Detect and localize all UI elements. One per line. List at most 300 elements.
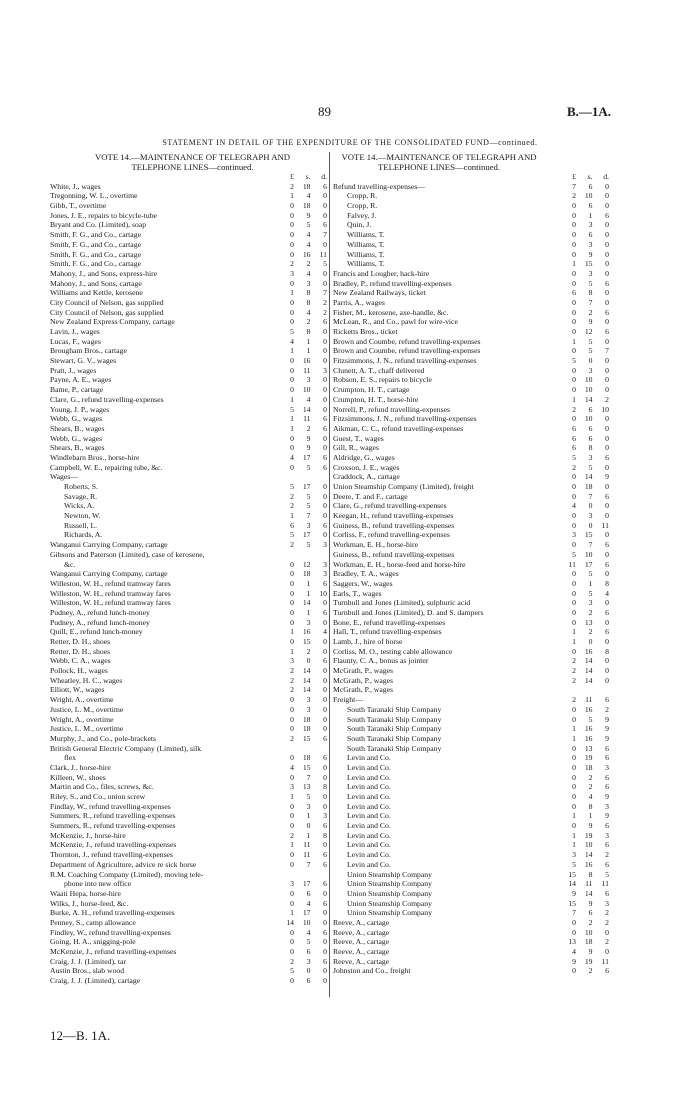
amount-cell: 0 bbox=[323, 714, 327, 724]
amount-cell: 0 bbox=[572, 385, 576, 395]
entry-amount bbox=[562, 782, 609, 792]
amount-cell: 11 bbox=[601, 956, 609, 966]
amount-cell: 5 bbox=[588, 714, 593, 724]
entry-description: Guiness, B., refund travelling-expenses bbox=[333, 549, 455, 559]
amount-cell: 6 bbox=[323, 181, 327, 191]
amount-cell: 0 bbox=[323, 327, 327, 336]
entry-amount bbox=[280, 308, 327, 318]
amount-cell: 1 bbox=[572, 259, 576, 269]
amount-cell: 1 bbox=[572, 830, 576, 840]
amount-cell: 6 bbox=[605, 743, 609, 753]
entry-amount bbox=[562, 279, 609, 289]
entry-description: Russell, L. bbox=[64, 520, 98, 530]
amount-cell: 0 bbox=[605, 549, 609, 559]
amount-cell: 3 bbox=[290, 268, 294, 278]
amount-cell: 6 bbox=[323, 462, 327, 472]
entry-amount bbox=[280, 666, 327, 676]
entry-amount bbox=[280, 618, 327, 628]
amount-cell: 3 bbox=[306, 617, 311, 627]
entry-amount bbox=[562, 666, 609, 676]
entry-amount bbox=[562, 337, 609, 347]
entry-amount bbox=[562, 705, 609, 715]
amount-cell: 0 bbox=[605, 239, 609, 249]
amount-cell: 4 bbox=[306, 239, 311, 249]
amount-cell: 0 bbox=[572, 375, 576, 385]
amount-cell bbox=[313, 870, 327, 880]
amount-cell: 0 bbox=[605, 365, 609, 375]
amount-cell: 0 bbox=[605, 249, 609, 259]
amount-cell: 8 bbox=[323, 830, 327, 840]
amount-cell: 0 bbox=[323, 666, 327, 676]
amount-cell: 9 bbox=[605, 724, 609, 734]
entry-description: Murphy, J., and Co., pole-brackets bbox=[50, 733, 157, 743]
entry-amount bbox=[280, 434, 327, 444]
entry-description: Pratt, J., wages bbox=[50, 365, 97, 375]
amount-cell: 0 bbox=[323, 772, 327, 782]
entry-amount bbox=[280, 346, 327, 356]
amount-cell: 0 bbox=[572, 327, 576, 336]
amount-cell: 6 bbox=[323, 859, 327, 869]
entry-description: Flaunty, C. A., bonus as jointer bbox=[333, 656, 429, 666]
entry-description: McKenzie, J., horse-hire bbox=[50, 830, 126, 840]
amount-cell: 0 bbox=[572, 569, 576, 579]
amount-cell: 0 bbox=[572, 414, 576, 424]
amount-cell: 6 bbox=[323, 317, 327, 327]
entry-amount bbox=[280, 840, 327, 850]
amount-cell: 0 bbox=[323, 966, 327, 976]
entry-description: McKenzie, J., refund travelling-expenses bbox=[50, 947, 177, 956]
amount-cell: 0 bbox=[605, 666, 609, 676]
entry-description: Penney, S., camp allowance bbox=[50, 917, 136, 927]
amount-cell: 5 bbox=[588, 346, 593, 356]
amount-cell: 2 bbox=[323, 297, 327, 307]
amount-cell: 7 bbox=[306, 772, 311, 782]
amount-cell: 0 bbox=[572, 917, 576, 927]
entry-description: Justice, L. M., overtime bbox=[50, 724, 124, 734]
amount-cell: 4 bbox=[306, 898, 311, 908]
amount-cell: 15 bbox=[568, 869, 576, 879]
amount-cell bbox=[280, 744, 294, 754]
amount-cell: 9 bbox=[306, 433, 311, 443]
amount-cell: 0 bbox=[572, 278, 576, 288]
amount-cell: 0 bbox=[323, 704, 327, 714]
amount-cell: 6 bbox=[605, 840, 609, 850]
amount-cell: 17 bbox=[302, 879, 311, 889]
entry-description: Williams, T. bbox=[347, 259, 385, 269]
amount-cell: 4 bbox=[306, 191, 311, 201]
entry-amount bbox=[280, 724, 327, 734]
entry-amount bbox=[562, 569, 609, 579]
amount-cell: 2 bbox=[572, 675, 576, 685]
amount-cell: 10 bbox=[601, 404, 609, 414]
amount-cell: 10 bbox=[584, 414, 593, 424]
amount-cell: 1 bbox=[572, 336, 576, 346]
amount-cell: 6 bbox=[323, 607, 327, 617]
amount-cell: 7 bbox=[306, 511, 311, 521]
amount-cell: 0 bbox=[290, 772, 294, 782]
amount-cell: 6 bbox=[605, 559, 609, 569]
amount-cell: 13 bbox=[584, 617, 593, 627]
entry-description: British General Electric Company (Limited), silk bbox=[50, 743, 202, 753]
amount-cell: 0 bbox=[572, 588, 576, 598]
amount-cell: 0 bbox=[605, 569, 609, 579]
amount-cell bbox=[562, 685, 576, 695]
amount-cell: 0 bbox=[323, 191, 327, 201]
amount-cell: 0 bbox=[323, 646, 327, 656]
entry-amount bbox=[280, 589, 327, 599]
amount-cell: 1 bbox=[306, 830, 311, 840]
amount-cell: 0 bbox=[572, 346, 576, 356]
amount-cell: 0 bbox=[323, 617, 327, 627]
entry-amount bbox=[280, 918, 327, 928]
entry-description: South Taranaki Ship Company bbox=[347, 724, 442, 734]
entry-amount bbox=[280, 492, 327, 502]
entry-amount bbox=[280, 850, 327, 860]
amount-cell: 0 bbox=[290, 637, 294, 646]
amount-cell: 15 bbox=[302, 762, 311, 772]
entry-amount bbox=[280, 240, 327, 250]
amount-cell: 0 bbox=[323, 947, 327, 956]
entry-amount bbox=[562, 220, 609, 230]
amount-cell: 6 bbox=[323, 850, 327, 860]
entry-amount bbox=[280, 705, 327, 715]
amount-cell: 3 bbox=[290, 782, 294, 792]
amount-cell: 0 bbox=[572, 821, 576, 831]
entry-amount bbox=[280, 191, 327, 201]
amount-cell: 4 bbox=[588, 792, 593, 801]
entry-description: Gibb, T., overtime bbox=[50, 201, 107, 211]
amount-cell: 0 bbox=[605, 385, 609, 395]
amount-cell: 0 bbox=[290, 278, 294, 288]
entry-description: Shears, B., wages bbox=[50, 423, 105, 433]
entry-amount bbox=[280, 337, 327, 347]
amount-cell: 0 bbox=[605, 181, 609, 191]
amount-cell: 19 bbox=[584, 956, 593, 966]
amount-cell: 5 bbox=[588, 588, 593, 598]
entry-amount bbox=[562, 240, 609, 250]
entry-amount bbox=[562, 685, 609, 695]
amount-cell: 0 bbox=[605, 462, 609, 472]
amount-cell: 3 bbox=[323, 365, 327, 375]
amount-cell: 6 bbox=[605, 753, 609, 763]
amount-cell: 9 bbox=[605, 472, 609, 482]
amount-cell: 15 bbox=[568, 898, 576, 908]
entry-amount bbox=[280, 550, 327, 560]
amount-cell: 0 bbox=[605, 220, 609, 230]
amount-cell: 0 bbox=[290, 588, 294, 598]
entry-amount bbox=[562, 211, 609, 221]
entry-description: Wilks, J., horse-feed, &c. bbox=[50, 898, 129, 908]
entry-description: Aikman, C. C., refund travelling-expenses bbox=[333, 423, 464, 433]
amount-cell: 0 bbox=[323, 239, 327, 249]
entry-description: Turnbull and Jones (Limited), D. and S. dampers bbox=[333, 607, 484, 617]
amount-header-cell: s. bbox=[587, 172, 593, 181]
entry-description: Brown and Coumbe, refund travelling-expenses bbox=[333, 346, 481, 356]
amount-cell: 0 bbox=[323, 501, 327, 511]
amount-cell: 2 bbox=[605, 908, 609, 918]
amount-cell: 0 bbox=[605, 230, 609, 240]
amount-cell: 0 bbox=[572, 491, 576, 501]
entry-description: Williams, T. bbox=[347, 230, 385, 240]
entry-description: Reeve, A., cartage bbox=[333, 937, 390, 947]
amount-cell: 0 bbox=[290, 297, 294, 307]
entry-amount bbox=[280, 598, 327, 608]
amount-cell: 9 bbox=[306, 443, 311, 453]
amount-cell: 6 bbox=[605, 327, 609, 336]
amount-cell: 0 bbox=[323, 695, 327, 705]
entry-description: Levin and Co. bbox=[347, 850, 391, 860]
entry-description: Workman, E. H., horse-feed and horse-hire bbox=[333, 559, 466, 569]
entry-amount bbox=[562, 463, 609, 473]
entry-amount bbox=[562, 753, 609, 763]
entry-description: Pudney, A., refund lunch-money bbox=[50, 607, 150, 617]
entry-description: White, J., wages bbox=[50, 181, 101, 191]
amount-cell bbox=[313, 550, 327, 560]
entry-description: Department of Agriculture, advice re sick horse bbox=[50, 859, 197, 869]
amount-cell: 0 bbox=[323, 201, 327, 211]
entry-amount bbox=[280, 250, 327, 260]
amount-cell: 9 bbox=[588, 317, 593, 327]
amount-cell: 18 bbox=[302, 724, 311, 734]
entry-amount bbox=[280, 201, 327, 211]
entry-amount bbox=[562, 763, 609, 773]
amount-cell: 6 bbox=[605, 966, 609, 976]
amount-cell: 6 bbox=[323, 220, 327, 230]
amount-cell: 0 bbox=[572, 617, 576, 627]
amount-cell: 0 bbox=[290, 578, 294, 588]
amount-cell: 0 bbox=[572, 762, 576, 772]
amount-cell: 3 bbox=[323, 811, 327, 821]
amount-cell: 15 bbox=[302, 637, 311, 646]
amount-cell: 3 bbox=[306, 375, 311, 385]
entry-description: Union Steamship Company bbox=[347, 898, 432, 908]
amount-cell: 0 bbox=[572, 927, 576, 937]
entry-description: phone into new office bbox=[64, 879, 132, 889]
entry-description: Reeve, A., cartage bbox=[333, 947, 390, 956]
amount-cell: 3 bbox=[605, 801, 609, 811]
amount-cell: 6 bbox=[323, 927, 327, 937]
entry-amount bbox=[280, 220, 327, 230]
amount-cell: 18 bbox=[302, 569, 311, 579]
entry-description: Pollock, H., wages bbox=[50, 666, 108, 676]
entry-amount bbox=[280, 976, 327, 986]
entry-amount bbox=[562, 530, 609, 540]
amount-cell: 5 bbox=[306, 937, 311, 947]
amount-cell: 6 bbox=[323, 578, 327, 588]
amount-cell: 0 bbox=[572, 753, 576, 763]
amount-cell: 0 bbox=[290, 976, 294, 986]
entry-description: Windlebarn Bros., horse-hire bbox=[50, 452, 140, 462]
amount-cell: 4 bbox=[605, 588, 609, 598]
amount-cell: 4 bbox=[306, 927, 311, 937]
entry-description: Killeen, W., shoes bbox=[50, 772, 106, 782]
entry-amount bbox=[562, 656, 609, 666]
amount-cell: 6 bbox=[588, 433, 593, 443]
entry-amount bbox=[280, 947, 327, 957]
amount-cell: 0 bbox=[323, 443, 327, 453]
entry-description: Savage, R. bbox=[64, 491, 98, 501]
entry-amount bbox=[280, 637, 327, 647]
amount-cell: 4 bbox=[290, 762, 294, 772]
entry-description: Retter, D. H., shoes bbox=[50, 637, 111, 646]
entry-description: Wicks, A. bbox=[64, 501, 95, 511]
amount-cell: 6 bbox=[605, 210, 609, 220]
amount-cell: 6 bbox=[588, 181, 593, 191]
amount-cell: 8 bbox=[323, 782, 327, 792]
amount-cell: 9 bbox=[588, 249, 593, 259]
amount-cell: 16 bbox=[584, 646, 593, 656]
entry-description: Young, J. P., wages bbox=[50, 404, 110, 414]
amount-cell: 0 bbox=[323, 976, 327, 986]
amount-cell: 1 bbox=[306, 607, 311, 617]
amount-cell: 11 bbox=[601, 520, 609, 530]
amount-cell: 0 bbox=[323, 908, 327, 918]
amount-cell: 1 bbox=[290, 346, 294, 356]
amount-cell: 3 bbox=[306, 278, 311, 288]
amount-cell: 9 bbox=[588, 947, 593, 956]
amount-cell: 0 bbox=[605, 191, 609, 201]
entry-description: Falvey, J. bbox=[347, 210, 377, 220]
amount-cell: 0 bbox=[572, 268, 576, 278]
entry-description: Reeve, A., cartage bbox=[333, 927, 390, 937]
entry-description: Smith, F. G., and Co., cartage bbox=[50, 249, 141, 259]
entry-description: &c. bbox=[64, 559, 76, 569]
entry-description: Campbell, W. E., repairing tube, &c. bbox=[50, 462, 163, 472]
amount-cell: 9 bbox=[572, 956, 576, 966]
amount-cell: 0 bbox=[323, 801, 327, 811]
amount-cell: 3 bbox=[323, 569, 327, 579]
entry-amount bbox=[562, 647, 609, 657]
entry-description: Levin and Co. bbox=[347, 840, 391, 850]
entry-amount bbox=[280, 821, 327, 831]
amount-cell: 2 bbox=[306, 317, 311, 327]
amount-cell: 3 bbox=[306, 801, 311, 811]
entry-description: Clark, J., horse-hire bbox=[50, 762, 111, 772]
header-spacer bbox=[333, 172, 545, 182]
entry-description: Mahony, J., and Sons, cartage bbox=[50, 278, 142, 288]
amount-cell: 7 bbox=[323, 288, 327, 298]
amount-header-cell: d. bbox=[321, 172, 327, 181]
amount-cell: 0 bbox=[605, 356, 609, 366]
entry-amount bbox=[562, 501, 609, 511]
statement-title: STATEMENT IN DETAIL OF THE EXPENDITURE OF THE CONSOLIDATED FUND—continued. bbox=[162, 138, 538, 147]
amount-cell: 0 bbox=[605, 617, 609, 627]
amount-cell: 6 bbox=[605, 607, 609, 617]
amount-cell: 1 bbox=[588, 578, 593, 588]
entry-description: New Zealand Railways, ticket bbox=[333, 288, 426, 298]
amount-cell: 16 bbox=[584, 733, 593, 743]
entry-description: Levin and Co. bbox=[347, 821, 391, 831]
amount-cell: 0 bbox=[290, 598, 294, 608]
amount-cell: 6 bbox=[323, 956, 327, 966]
amount-cell: 2 bbox=[605, 704, 609, 714]
entry-description: Summers, R., refund travelling-expenses bbox=[50, 821, 176, 831]
amount-cell: 8 bbox=[306, 297, 311, 307]
amount-cell: 16 bbox=[584, 704, 593, 714]
amount-cell: 9 bbox=[588, 898, 593, 908]
entry-amount bbox=[280, 966, 327, 976]
amount-cell: 19 bbox=[584, 830, 593, 840]
amount-cell: 6 bbox=[588, 201, 593, 211]
amount-cell: 3 bbox=[605, 762, 609, 772]
amount-cell: 8 bbox=[588, 869, 593, 879]
entry-description: Keegan, H., refund travelling-expenses bbox=[333, 511, 454, 521]
amount-cell: 0 bbox=[290, 307, 294, 317]
amount-cell: 18 bbox=[584, 762, 593, 772]
amount-cell: 5 bbox=[306, 501, 311, 511]
entry-amount bbox=[280, 734, 327, 744]
entry-description: Francis and Lougher, hack-hire bbox=[333, 268, 430, 278]
entry-description: Roberts, S. bbox=[64, 482, 98, 491]
entry-amount bbox=[562, 870, 609, 880]
amount-cell: 5 bbox=[306, 540, 311, 550]
entry-description: Wages— bbox=[50, 472, 78, 482]
amount-cell: 1 bbox=[588, 811, 593, 821]
entry-description: Thornton, J., refund travelling-expenses bbox=[50, 850, 173, 860]
amount-cell: 0 bbox=[290, 695, 294, 705]
entry-amount bbox=[280, 230, 327, 240]
entry-description: Cropp, R. bbox=[347, 191, 378, 201]
entry-description: Pudney, A., refund lunch-money bbox=[50, 617, 150, 627]
entry-amount bbox=[562, 724, 609, 734]
entry-description: McGrath, P., wages bbox=[333, 666, 393, 676]
amount-cell: 2 bbox=[290, 540, 294, 550]
amount-cell: 7 bbox=[572, 908, 576, 918]
amount-cell: 6 bbox=[323, 733, 327, 743]
amount-cell: 6 bbox=[572, 423, 576, 433]
entry-description: Turnbull and Jones (Limited), sulphuric acid bbox=[333, 598, 471, 608]
amount-cell: 0 bbox=[605, 530, 609, 540]
amount-cell: 8 bbox=[306, 327, 311, 336]
amount-cell: 0 bbox=[290, 898, 294, 908]
entry-description: Quin, J. bbox=[347, 220, 372, 230]
amount-cell: 18 bbox=[302, 753, 311, 763]
amount-cell: 0 bbox=[605, 637, 609, 646]
amount-cell: 14 bbox=[584, 888, 593, 898]
amount-cell: 6 bbox=[323, 520, 327, 530]
amount-cell: 11 bbox=[585, 879, 593, 889]
amount-cell: 1 bbox=[572, 627, 576, 637]
entry-amount bbox=[562, 298, 609, 308]
amount-cell: 0 bbox=[290, 801, 294, 811]
amount-cell: 2 bbox=[290, 733, 294, 743]
entry-amount bbox=[562, 492, 609, 502]
amount-cell: 0 bbox=[323, 404, 327, 414]
amount-cell: 0 bbox=[605, 927, 609, 937]
amount-cell: 0 bbox=[290, 317, 294, 327]
entry-description: Brown and Coumbe, refund travelling-expenses bbox=[333, 336, 481, 346]
amount-cell: 0 bbox=[323, 530, 327, 540]
entry-description: Willeston, W. H., refund tramway fares bbox=[50, 598, 171, 608]
amount-cell: 0 bbox=[588, 637, 593, 646]
amount-cell: 0 bbox=[290, 385, 294, 395]
amount-cell: 18 bbox=[302, 181, 311, 191]
entry-amount bbox=[562, 899, 609, 909]
amount-cell: 6 bbox=[306, 947, 311, 956]
entry-description: Union Steamship Company (Limited), freight bbox=[333, 482, 474, 491]
amount-cell: 3 bbox=[306, 520, 311, 530]
entry-description: Crumpton, H. T., cartage bbox=[333, 385, 410, 395]
entry-amount bbox=[280, 414, 327, 424]
entry-amount bbox=[562, 550, 609, 560]
amount-cell: 11 bbox=[303, 840, 311, 850]
amount-cell: 17 bbox=[302, 908, 311, 918]
amount-cell: 0 bbox=[290, 230, 294, 240]
amount-cell: 6 bbox=[323, 821, 327, 831]
amount-cell: 1 bbox=[572, 637, 576, 646]
entry-amount bbox=[280, 327, 327, 337]
amount-cell: 14 bbox=[584, 656, 593, 666]
